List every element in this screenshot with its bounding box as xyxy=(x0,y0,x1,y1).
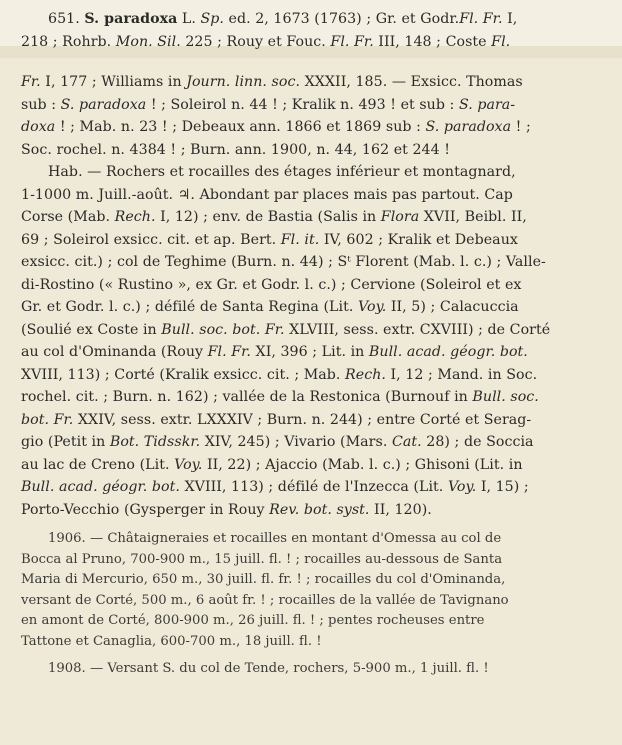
text-line xyxy=(21,139,608,162)
text-run: IV, 602 ; Kralik et Debeaux xyxy=(319,231,518,248)
text-line xyxy=(21,409,608,432)
text-run: S. paradoxa xyxy=(60,96,147,113)
text-line xyxy=(21,31,608,54)
text-run: Rech. xyxy=(114,209,156,225)
text-run: Cat. xyxy=(391,434,422,450)
text-run: sub : xyxy=(21,96,61,113)
text-line xyxy=(21,71,608,94)
text-line xyxy=(21,274,608,297)
text-run: Fl. Fr. xyxy=(207,344,251,360)
text-line xyxy=(21,386,608,409)
text-line xyxy=(21,454,608,477)
text-run: Corse (Mab. xyxy=(21,209,115,225)
small-text-line: en amont de Corté, 800-900 m., 26 juill. fl. ! ; pentes rocheuses entre xyxy=(21,613,485,629)
text-line xyxy=(21,251,608,274)
text-run: Soc. rochel. n. 4384 ! ; Burn. ann. 1900, n. 44, 162 et 244 ! xyxy=(21,141,451,158)
text-run: Flora xyxy=(380,209,420,225)
text-run: Fl. Fr. xyxy=(330,33,374,50)
text-line xyxy=(21,319,608,342)
text-run: 69 ; Soleirol exsicc. cit. et ap. Bert. xyxy=(21,231,281,248)
text-run: Voy. xyxy=(357,299,387,315)
text-line xyxy=(21,161,608,184)
text-run: Fr. xyxy=(21,74,41,90)
spacer xyxy=(21,53,608,71)
text-line xyxy=(21,341,608,364)
text-run: I, 177 ; Williams in xyxy=(40,74,187,90)
text-run: XIV, 245) ; Vivario (Mars. xyxy=(200,434,392,450)
text-run: Bull. soc. bot. Fr. xyxy=(161,321,285,338)
text-run: S. para- xyxy=(458,96,516,113)
text-line xyxy=(21,499,608,522)
text-run: II, 120). xyxy=(369,501,432,518)
text-line xyxy=(21,94,608,117)
text-run: 28) ; de Soccia xyxy=(421,434,534,450)
text-run: Mon. Sil. xyxy=(115,33,181,50)
text-run: Voy. xyxy=(447,479,477,495)
text-line xyxy=(21,431,608,454)
small-text-line: versant de Corté, 500 m., 6 août fr. ! ; rocailles de la vallée de Tavignano xyxy=(21,592,509,608)
text-line xyxy=(21,476,608,499)
text-run: di-Rostino (« Rustino », ex Gr. et Godr. l. c.) ; Cervione (Soleirol et ex xyxy=(21,276,522,293)
text-run: Porto-Vecchio (Gysperger in Rouy xyxy=(21,501,270,518)
text-run: III, 148 ; Coste xyxy=(373,33,492,50)
text-run: II, 5) ; Calacuccia xyxy=(386,299,519,315)
text-run: Bull. soc. xyxy=(472,389,539,405)
text-run: Bull. acad. géogr. bot. xyxy=(21,479,180,495)
text-run: Fl. xyxy=(491,33,511,50)
text-run: bot. Fr. xyxy=(21,411,74,428)
text-run: gio (Petit in xyxy=(21,434,110,450)
spacer xyxy=(21,521,608,529)
text-run: au lac de Creno (Lit. xyxy=(21,456,175,473)
text-run: Hab. — Rochers et rocailles des étages inférieur et montagnard, xyxy=(48,164,516,180)
text-run: S. paradoxa xyxy=(84,11,178,27)
text-run: (Soulié ex Coste in xyxy=(21,321,162,338)
text-run: Fl. it. xyxy=(280,231,320,248)
text-run: 225 ; Rouy et Fouc. xyxy=(180,33,331,50)
page-content xyxy=(21,8,608,679)
text-run: I, xyxy=(502,11,518,27)
text-line xyxy=(21,296,608,319)
text-run: ! ; Mab. n. 23 ! ; Debeaux ann. 1866 et 1869 sub : xyxy=(55,119,426,135)
text-line xyxy=(21,229,608,252)
text-line xyxy=(21,206,608,229)
text-run: XVII, Beibl. II, xyxy=(419,209,527,225)
text-run: XVIII, 113) ; défilé de l'Inzecca (Lit. xyxy=(179,479,448,495)
text-run: au col d'Ominanda (Rouy xyxy=(21,344,208,360)
text-run: ! ; Soleirol n. 44 ! ; Kralik n. 493 ! et sub : xyxy=(146,96,459,113)
text-run: XXXII, 185. — Exsicc. Thomas xyxy=(300,74,523,90)
text-run: XVIII, 113) ; Corté (Kralik exsicc. cit. ; Mab. xyxy=(21,366,346,383)
small-text-line: Maria di Mercurio, 650 m., 30 juill. fl. fr. ! ; rocailles du col d'Ominanda, xyxy=(21,572,506,588)
text-run: Rech. xyxy=(345,366,386,383)
text-run: Rev. bot. syst. xyxy=(269,501,370,518)
text-run: doxa xyxy=(21,119,56,135)
text-run: XLVIII, sess. extr. CXVIII) ; de Corté xyxy=(284,321,551,338)
small-text-line: 1906. — Châtaigneraies et rocailles en montant d'Omessa au col de xyxy=(48,531,502,546)
text-run: L. xyxy=(177,11,201,27)
text-run: Sp. xyxy=(200,11,224,27)
text-run: ed. 2, 1673 (1763) ; Gr. et Godr. xyxy=(223,11,460,27)
text-run: 1-1000 m. Juill.-août. ♃. Abondant par places mais pas partout. Cap xyxy=(21,186,513,203)
text-run: I, 12 ; Mand. in Soc. xyxy=(385,366,538,383)
text-run: exsicc. cit.) ; col de Teghime (Burn. n. 44) ; Sᵗ Florent (Mab. l. c.) ; Valle- xyxy=(21,254,546,270)
text-line xyxy=(21,364,608,387)
text-run: I, 15) ; xyxy=(476,479,529,495)
text-run: II, 22) ; Ajaccio (Mab. l. c.) ; Ghisoni (Lit. in xyxy=(202,456,523,473)
text-run: S. paradoxa xyxy=(425,119,512,135)
text-run: Journ. linn. soc. xyxy=(186,74,301,90)
text-run: Fl. Fr. xyxy=(459,11,503,27)
text-run: 218 ; Rohrb. xyxy=(21,33,116,50)
small-text-line: Bocca al Pruno, 700-900 m., 15 juill. fl. ! ; rocailles au-dessous de Santa xyxy=(21,551,503,567)
text-run: rochel. cit. ; Burn. n. 162) ; vallée de la Restonica (Burnouf in xyxy=(21,389,473,405)
small-text-line: Tattone et Canaglia, 600-700 m., 18 juill. fl. ! xyxy=(21,633,322,649)
text-run: Voy. xyxy=(174,456,203,473)
small-text-line: 1908. — Versant S. du col de Tende, rochers, 5-900 m., 1 juill. fl. ! xyxy=(48,660,489,676)
text-line xyxy=(21,8,608,31)
text-run: Gr. et Godr. l. c.) ; défilé de Santa Regina (Lit. xyxy=(21,299,358,315)
text-run: I, 12) ; env. de Bastia (Salis in xyxy=(155,209,381,225)
text-run: XXIV, sess. extr. LXXXIV ; Burn. n. 244) ; entre Corté et Serag- xyxy=(73,411,532,428)
text-run: Bot. Tidsskr. xyxy=(109,434,201,450)
text-run: XI, 396 ; Lit. in xyxy=(250,344,369,360)
text-line xyxy=(21,116,608,139)
text-run: 651. xyxy=(48,11,85,27)
text-run: ! ; xyxy=(511,119,531,135)
text-line xyxy=(21,184,608,207)
text-run: Bull. acad. géogr. bot. xyxy=(368,344,528,360)
